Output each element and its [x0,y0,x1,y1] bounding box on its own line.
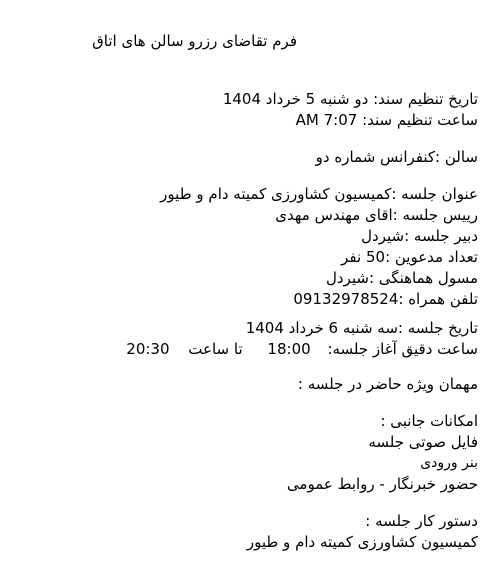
document-time: ساعت تنظیم سند: AM 7:07 [295,111,478,129]
agenda-label: دستور کار جلسه : [365,512,478,530]
agenda-section [38,511,478,553]
facility-item: فایل صوتی جلسه [368,433,478,451]
hall-info [38,147,478,168]
special-guests [38,374,478,395]
session-time-row [38,339,478,360]
coordinator: مسول هماهنگی :شیردل [326,269,478,287]
agenda-item: کمیسیون کشاورزی کمیته دام و طیور [246,533,478,551]
session-date: تاریخ جلسه :سه شنبه 6 خرداد 1404 [245,319,478,337]
attendee-count: تعداد مدعوین :50 نفر [341,248,478,266]
document-header-info [38,89,478,131]
session-schedule [38,318,478,360]
start-time-label: ساعت دقیق آغاز جلسه: [327,340,478,358]
end-time-label: تا ساعت [188,340,243,358]
facilities-section [38,411,478,495]
form-title: فرم تقاضای رزرو سالن های اتاق [92,32,297,50]
facility-item: بنر ورودی [420,455,478,471]
start-time: 18:00 [267,340,311,358]
meeting-chair: رییس جلسه :اقای مهندس مهدی [275,206,478,224]
meeting-details [38,184,478,310]
meeting-title: عنوان جلسه :کمیسیون کشاورزی کمیته دام و طیور [160,185,478,203]
mobile-phone: تلفن همراه :09132978524 [293,290,478,308]
end-time: 20:30 [126,340,170,358]
special-guests-label: مهمان ویژه حاضر در جلسه : [297,375,478,393]
hall-name: سالن :کنفرانس شماره دو [315,148,478,166]
document-date: تاریخ تنظیم سند: دو شنبه 5 خرداد 1404 [222,90,478,108]
meeting-secretary: دبیر جلسه :شیردل [361,227,478,245]
facilities-label: امکانات جانبی : [380,412,478,430]
facility-item: حضور خبرنگار - روابط عمومی [286,475,478,493]
